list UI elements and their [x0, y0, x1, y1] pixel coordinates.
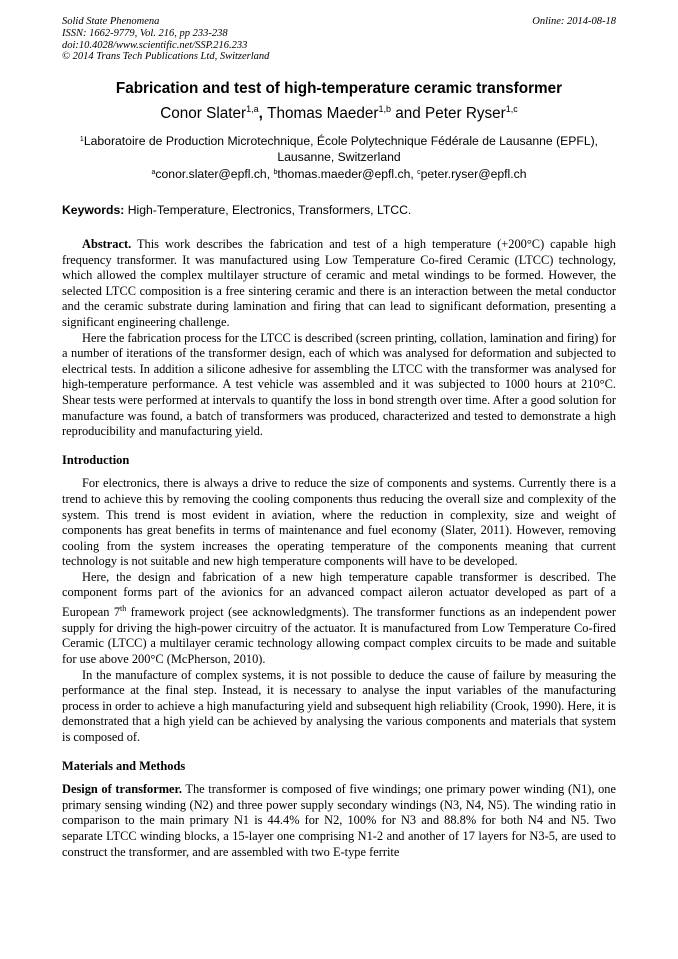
email-address: thomas.maeder@epfl.ch, — [277, 167, 418, 181]
introduction-paragraph: In the manufacture of complex systems, it is not possible to deduce the cause of failure by measuring the performance at the final step. Instead, it is necessary to analyse the input variables of the manufacturing process in order to achieve a high manufacturing yield and subsequent high reliability (Crook, 1990). Here, it is demonstrated that a high yield can be achieved by analysing the various components and materials that system is composed of. — [62, 667, 616, 744]
paper-title: Fabrication and test of high-temperature ceramic transformer — [115, 80, 563, 97]
author-superscript: 1,c — [505, 104, 518, 114]
issn: ISSN: 1662-9779, Vol. 216, pp 233-238 — [62, 27, 228, 39]
keywords — [62, 203, 411, 217]
affiliation-superscript: 1 — [79, 136, 84, 143]
intro-text: Here, the design and fabrication of a new high temperature capable transformer is described. The component forms part of the avionics for an advanced compact aileron actuator developed as part of a European 7 — [62, 569, 616, 620]
abstract-label: Abstract. — [82, 237, 132, 251]
journal-name: Solid State Phenomena — [62, 16, 160, 27]
author-separator: and — [390, 105, 426, 122]
methods-paragraph — [62, 782, 616, 860]
author-name: Peter Ryser — [425, 105, 506, 122]
keywords-label: Keywords: — [62, 203, 125, 217]
abstract-paragraph: Here the fabrication process for the LTCC is described (screen printing, collation, lamination and firing) for a number of iterations of the transformer design, each of which was analysed for deformation and subjected to electrical tests. In addition a silicone adhesive for assembling the LTCC with the transformer was analysed for high-temperature performance. A test vehicle was assembled and it was subjected to 1000 hours at 210°C. Shear tests were performed at intervals to quantify the loss in bond strength over time. After a good solution for manufacture was found, a batch of transformers was produced, characterized and tested to demonstrate a high reproducibility and manufacturing yield. — [62, 330, 616, 439]
email-superscript: a — [151, 169, 156, 176]
abstract-paragraph — [62, 237, 616, 331]
ordinal-superscript: th — [120, 604, 127, 614]
paper-body — [62, 237, 616, 860]
affiliation-text: Laboratoire de Production Microtechnique, École Polytechnique Fédérale de Lausanne (EPFL), Lausanne, Switzerland — [83, 134, 599, 164]
email-line — [40, 167, 638, 181]
section-heading-methods: Materials and Methods — [62, 758, 186, 773]
email-address: conor.slater@epfl.ch, — [155, 167, 274, 181]
section-heading-introduction: Introduction — [62, 452, 130, 467]
introduction-paragraph: For electronics, there is always a drive to reduce the size of components and systems. Currently there is a trend to achieve this by removing the cooling components thus reducing the overall size and complexity of the system. This trend is most evident in aviation, where the reduction in complexity, size and weight of components has great benefits in terms of maintenance and fuel economy (Slater, 2011). However, removing cooling from the system increases the operating temperature of the components meaning that current technology is not suitable and new high temperature components will have to be developed. — [62, 476, 616, 569]
author-name: Conor Slater — [160, 105, 247, 122]
copyright: © 2014 Trans Tech Publications Ltd, Switzerland — [62, 51, 270, 63]
author-name: Thomas Maeder — [267, 105, 379, 122]
methods-text: The transformer is composed of five windings; one primary power winding (N1), one primary sensing winding (N2) and three power supply secondary windings (N3, N4, N5). The winding ratio in comparison to the main primary N1 is 44.4% for N2, 100% for N3 and 88.8% for both N4 and N5. Two separate LTCC winding blocks, a 15-layer one comprising N1-2 and another of 17 layers for N3-5, are used to construct the transformer, and are assembled with two E-type ferrite — [62, 782, 617, 859]
affiliation — [62, 132, 616, 165]
journal-info — [62, 16, 269, 63]
author-superscript: 1,b — [378, 104, 391, 114]
keywords-text: High-Temperature, Electronics, Transformers, LTCC. — [124, 203, 412, 217]
email-superscript: c — [417, 169, 421, 176]
email-address: peter.ryser@epfl.ch — [420, 167, 527, 181]
author-superscript: 1,a — [246, 104, 259, 114]
introduction-paragraph — [62, 570, 616, 668]
author-separator: , — [258, 105, 268, 122]
doi: doi:10.4028/www.scientific.net/SSP.216.233 — [62, 39, 248, 51]
subsection-label: Design of transformer. — [62, 782, 183, 797]
intro-text: framework project (see acknowledgments). The transformer functions as an independent power supply for driving the high-power circuitry of the actuator. It is manufactured from Low Temperature Co-fired Ceramic (LTCC) a multilayer ceramic technology allowing compact complex circuits to be made and suitable for use above 200°C (McPherson, 2010). — [62, 605, 616, 666]
email-superscript: b — [273, 169, 278, 176]
author-line — [40, 104, 638, 123]
online-date: Online: 2014-08-18 — [532, 16, 616, 27]
abstract-text: This work describes the fabrication and test of a high temperature (+200°C) capable high frequency transformer. It was manufactured using Low Temperature Co-fired Ceramic (LTCC) technology, which allowed the complex multilayer structure of ceramic and metal windings to be formed. However, the selected LTCC composition is a free sintering ceramic and there is an interaction between the metal conductor and the ceramic substrate during lamination and firing that can lead to significant deformation, presenting a significant engineering challenge. — [62, 237, 616, 329]
